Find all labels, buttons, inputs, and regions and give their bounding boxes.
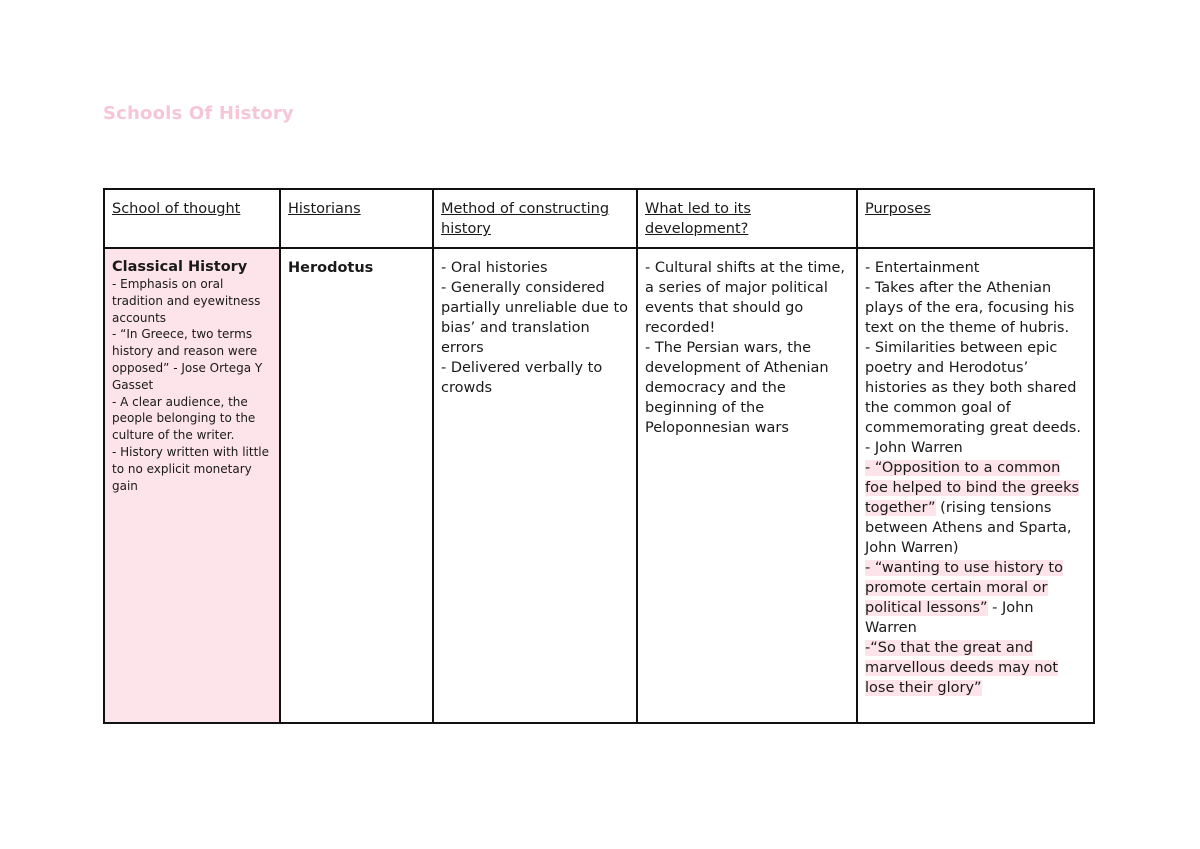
highlighted-quote: - “wanting to use history to promote certain moral or political lessons” [865,560,1063,616]
development-cell [637,248,857,723]
purpose-line [865,638,1086,698]
method-cell [433,248,637,723]
purpose-note: - John Warren [865,600,1034,636]
purpose-line [865,558,1086,638]
purpose-line: - Similarities between epic poetry and Herodotus’ histories as they both shared the common goal of commemorating great deeds. - John Warren [865,340,1081,456]
development-line: - Cultural shifts at the time, a series of major political events that should go recorded! [645,260,845,336]
method-line: - Oral histories [441,260,548,276]
highlighted-quote: - “Opposition to a common foe helped to bind the greeks together” [865,460,1080,516]
school-line: - A clear audience, the people belonging to the culture of the writer. [112,394,256,443]
method-line: - Delivered verbally to crowds [441,360,603,396]
header-purposes: Purposes [857,189,1094,248]
historian-name: Herodotus [288,260,374,276]
method-line: - Generally considered partially unreliable due to bias’ and translation errors [441,280,629,356]
school-line: - “In Greece, two terms history and reason were opposed” - Jose Ortega Y Gasset [112,327,263,392]
school-line: - History written with little to no explicit monetary gain [112,444,270,493]
school-line: - Emphasis on oral tradition and eyewitness accounts [112,277,261,325]
page-title: Schools Of History [103,103,294,124]
header-school-of-thought: School of thought [104,189,280,248]
historian-cell [280,248,433,723]
header-development: What led to its development? [637,189,857,248]
header-historians: Historians [280,189,433,248]
table-header-row [104,189,1094,248]
purpose-line: - Entertainment [865,260,980,276]
purpose-line [865,458,1086,558]
purpose-note: (rising tensions between Athens and Sparta, John Warren) [865,500,1072,556]
development-line: - The Persian wars, the development of Athenian democracy and the beginning of the Peloponnesian wars [645,340,829,436]
school-cell [104,248,280,723]
purpose-line: - Takes after the Athenian plays of the era, focusing his text on the theme of hubris. [865,280,1075,336]
school-title: Classical History [112,259,248,275]
header-method: Method of constructing history [433,189,637,248]
purposes-cell [857,248,1094,723]
table-row [104,248,1094,723]
highlighted-quote: -“So that the great and marvellous deeds may not lose their glory” [865,640,1059,696]
schools-table [103,188,1095,724]
